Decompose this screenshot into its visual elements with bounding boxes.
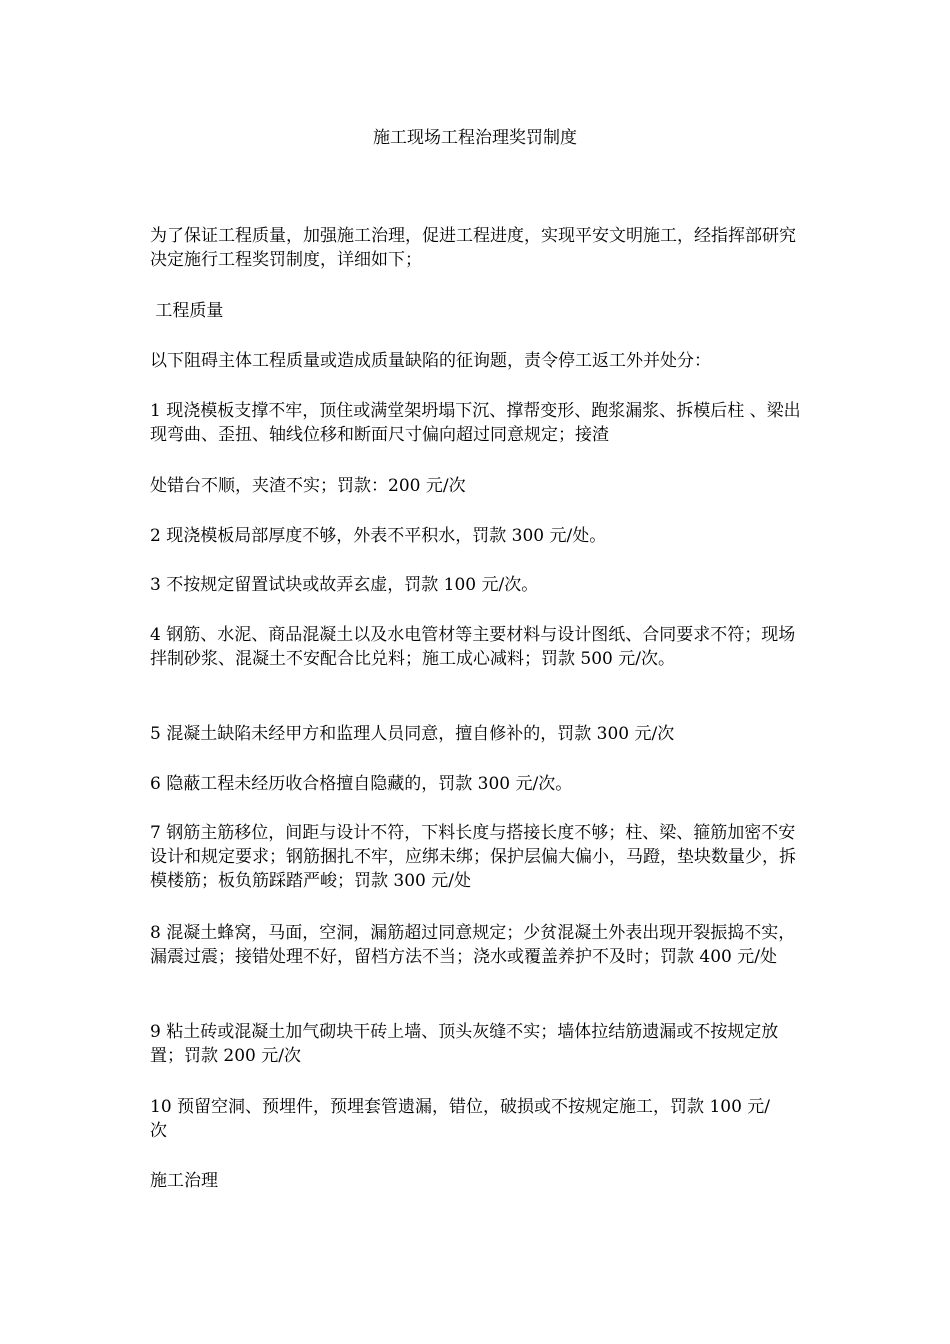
- list-item: 5 混凝土缺陷未经甲方和监理人员同意，擅自修补的，罚款 300 元/次: [150, 724, 675, 744]
- list-item: 4 钢筋、水泥、商品混凝土以及水电管材等主要材料与设计图纸、合同要求不符；现场拌制砂浆、混凝土不安配合比兑料；施工成心减料；罚款 500 元/次。: [150, 625, 796, 669]
- list-item: 2 现浇模板局部厚度不够，外表不平积水，罚款 300 元/处。: [150, 526, 607, 546]
- list-item: 9 粘土砖或混凝土加气砌块干砖上墙、顶头灰缝不实；墙体拉结筋遗漏或不按规定放置；罚款 200 元/次: [150, 1022, 779, 1066]
- section-heading-management: 施工治理: [150, 1171, 218, 1191]
- section-heading-quality: 工程质量: [150, 301, 224, 321]
- section-lead-paragraph: 以下阻碍主体工程质量或造成质量缺陷的征询题，责令停工返工外并处分：: [150, 351, 711, 371]
- list-item: 处错台不顺，夹渣不实；罚款：200 元/次: [150, 476, 466, 496]
- intro-paragraph: 为了保证工程质量，加强施工治理，促进工程进度，实现平安文明施工，经指挥部研究决定施行工程奖罚制度，详细如下；: [150, 226, 796, 270]
- list-item: 3 不按规定留置试块或故弄玄虚，罚款 100 元/次。: [150, 575, 539, 595]
- list-item: 10 预留空洞、预埋件，预埋套管遗漏，错位，破损或不按规定施工，罚款 100 元/次: [150, 1097, 771, 1141]
- document-title: 施工现场工程治理奖罚制度: [373, 128, 577, 148]
- list-item: 6 隐蔽工程未经历收合格擅自隐藏的，罚款 300 元/次。: [150, 774, 573, 794]
- list-item: 8 混凝土蜂窝，马面，空洞，漏筋超过同意规定；少贫混凝土外表出现开裂振捣不实，漏震过震；接错处理不好，留档方法不当；浇水或覆盖养护不及时；罚款 400 元/处: [150, 923, 796, 967]
- list-item: 7 钢筋主筋移位，间距与设计不符，下料长度与搭接长度不够；柱、梁、箍筋加密不安设计和规定要求；钢筋捆扎不牢，应绑未绑；保护层偏大偏小，马蹬，垫块数量少，拆模楼筋；板负筋踩踏严峻；罚款 300 元/处: [150, 823, 796, 891]
- list-item: 1 现浇模板支撑不牢，顶住或满堂架坍塌下沉、撑帮变形、跑浆漏浆、拆模后柱 、梁出现弯曲、歪扭、轴线位移和断面尺寸偏向超过同意规定；接渣: [150, 401, 801, 445]
